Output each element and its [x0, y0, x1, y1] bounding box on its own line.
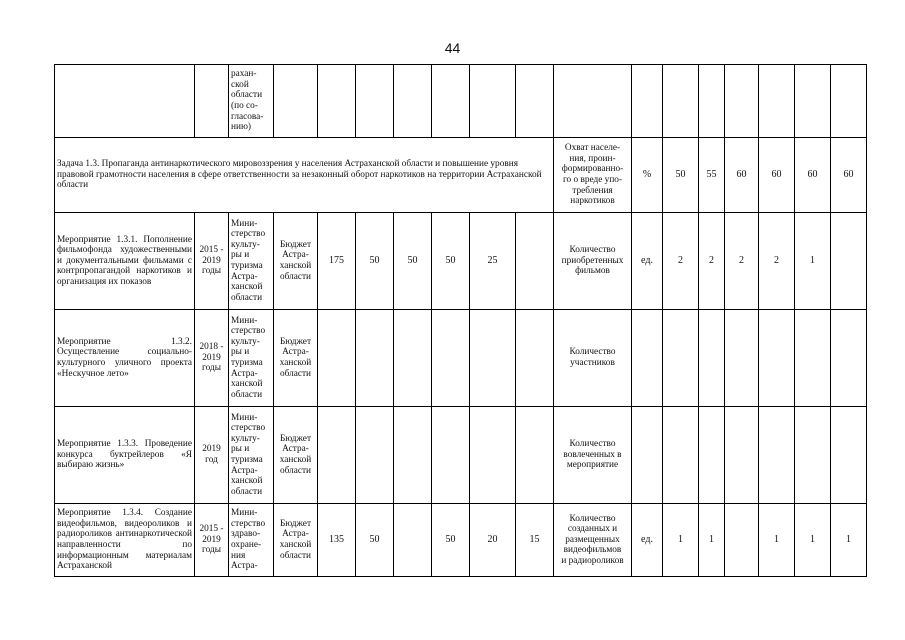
indicator-cell: Количество созданных и размещенных видеофильмов и радиороликов	[554, 504, 632, 577]
executor-cell: рахан- ской области (по со- гласова- нию)	[229, 65, 274, 138]
cell	[195, 65, 229, 138]
value-cell	[759, 407, 795, 504]
period-cell: 2018 - 2019 годы	[195, 310, 229, 407]
amount-cell: 25	[470, 213, 516, 310]
measure-name: Мероприятие 1.3.4. Создание видеофильмов, видеороликов и радиороликов антинаркотической направленности по информационным материалам Астраханской	[55, 504, 195, 577]
period-cell: 2015 - 2019 годы	[195, 504, 229, 577]
cell	[759, 65, 795, 138]
source-cell: Бюджет Астра- ханской области	[274, 213, 318, 310]
amount-cell: 175	[318, 213, 356, 310]
value-cell: 2	[699, 213, 725, 310]
amount-cell	[394, 407, 432, 504]
amount-cell	[470, 407, 516, 504]
executor-cell: Мини- стерство культу- ры и туризма Астра- ханской области	[229, 407, 274, 504]
cell	[831, 65, 867, 138]
amount-cell	[432, 310, 470, 407]
value-cell	[663, 310, 699, 407]
amount-cell	[394, 504, 432, 577]
source-cell: Бюджет Астра- ханской области	[274, 504, 318, 577]
unit-cell	[632, 407, 663, 504]
cell	[795, 65, 831, 138]
source-cell: Бюджет Астра- ханской области	[274, 407, 318, 504]
amount-cell	[318, 407, 356, 504]
measure-name: Мероприятие 1.3.2. Осуществление социально-культурного уличного проекта «Нескучное лето»	[55, 310, 195, 407]
value-cell: 55	[699, 138, 725, 213]
amount-cell	[356, 310, 394, 407]
value-cell	[725, 407, 759, 504]
executor-cell: Мини- стерство здраво- охране- ния Астра-	[229, 504, 274, 577]
value-cell: 60	[831, 138, 867, 213]
indicator-cell: Количество приобретенных фильмов	[554, 213, 632, 310]
value-cell	[725, 504, 759, 577]
source-cell: Бюджет Астра- ханской области	[274, 310, 318, 407]
measure-row	[55, 504, 867, 577]
indicator-cell: Количество вовлеченных в мероприятие	[554, 407, 632, 504]
value-cell: 1	[795, 504, 831, 577]
value-cell: 60	[725, 138, 759, 213]
period-cell: 2019 год	[195, 407, 229, 504]
cell	[274, 65, 318, 138]
continuation-row	[55, 65, 867, 138]
value-cell	[795, 310, 831, 407]
cell	[663, 65, 699, 138]
measure-name: Мероприятие 1.3.3. Проведение конкурса буктрейлеров «Я выбираю жизнь»	[55, 407, 195, 504]
value-cell: 50	[663, 138, 699, 213]
task-row	[55, 138, 867, 213]
value-cell	[759, 310, 795, 407]
unit-cell: %	[632, 138, 663, 213]
value-cell: 60	[759, 138, 795, 213]
value-cell	[831, 407, 867, 504]
amount-cell: 50	[432, 504, 470, 577]
amount-cell: 15	[516, 504, 554, 577]
cell	[394, 65, 432, 138]
indicator-cell: Охват населе- ния, проин- формированно- го о вреде упо- требления наркотиков	[554, 138, 632, 213]
value-cell	[831, 310, 867, 407]
value-cell	[699, 407, 725, 504]
value-cell	[699, 310, 725, 407]
value-cell: 1	[663, 504, 699, 577]
value-cell	[795, 407, 831, 504]
value-cell: 1	[699, 504, 725, 577]
value-cell	[725, 310, 759, 407]
cell	[632, 65, 663, 138]
amount-cell	[516, 310, 554, 407]
value-cell: 1	[831, 504, 867, 577]
cell	[699, 65, 725, 138]
amount-cell	[470, 310, 516, 407]
executor-cell: Мини- стерство культу- ры и туризма Астра- ханской области	[229, 213, 274, 310]
unit-cell: ед.	[632, 504, 663, 577]
value-cell: 60	[795, 138, 831, 213]
program-table	[54, 64, 867, 577]
value-cell: 2	[759, 213, 795, 310]
value-cell: 1	[759, 504, 795, 577]
executor-cell: Мини- стерство культу- ры и туризма Астра- ханской области	[229, 310, 274, 407]
unit-cell: ед.	[632, 213, 663, 310]
value-cell: 2	[663, 213, 699, 310]
amount-cell: 50	[356, 504, 394, 577]
measure-row	[55, 310, 867, 407]
value-cell: 1	[795, 213, 831, 310]
cell	[554, 65, 632, 138]
amount-cell	[516, 213, 554, 310]
indicator-cell: Количество участников	[554, 310, 632, 407]
amount-cell: 135	[318, 504, 356, 577]
period-cell: 2015 - 2019 годы	[195, 213, 229, 310]
amount-cell	[432, 407, 470, 504]
value-cell	[663, 407, 699, 504]
unit-cell	[632, 310, 663, 407]
measure-name: Мероприятие 1.3.1. Пополнение фильмофонда художественными и документальными фильмами с контрпропагандой наркотиков и организация их показов	[55, 213, 195, 310]
cell	[725, 65, 759, 138]
amount-cell: 50	[394, 213, 432, 310]
cell	[356, 65, 394, 138]
amount-cell	[356, 407, 394, 504]
task-description: Задача 1.3. Пропаганда антинаркотического мировоззрения у населения Астраханской области и повышение уровня правовой грамотности населения в сфере ответственности за незаконный оборот наркотиков на территории Астраханской области	[55, 138, 554, 213]
amount-cell	[394, 310, 432, 407]
amount-cell: 50	[432, 213, 470, 310]
value-cell: 2	[725, 213, 759, 310]
amount-cell: 50	[356, 213, 394, 310]
cell	[318, 65, 356, 138]
measure-row	[55, 213, 867, 310]
value-cell	[831, 213, 867, 310]
cell	[516, 65, 554, 138]
cell	[55, 65, 195, 138]
cell	[470, 65, 516, 138]
measure-row	[55, 407, 867, 504]
amount-cell: 20	[470, 504, 516, 577]
page-number: 44	[444, 40, 461, 56]
cell	[432, 65, 470, 138]
amount-cell	[516, 407, 554, 504]
amount-cell	[318, 310, 356, 407]
